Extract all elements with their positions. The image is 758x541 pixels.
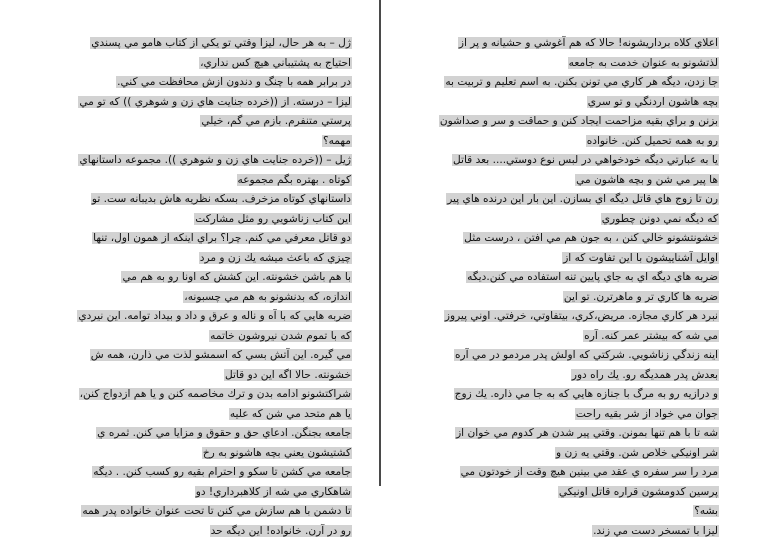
text-line bbox=[52, 249, 352, 269]
highlighted-text: ضربه هايي كه با آه و ناله و عرق و داد و بيداد توامه. اين نيردي bbox=[77, 310, 352, 322]
highlighted-text: احتياج به پشتيباني هيچ كس نداري، bbox=[199, 57, 352, 69]
highlighted-text: ها پير مي شن و بچه هاشون مي bbox=[575, 174, 719, 186]
text-line bbox=[52, 268, 352, 288]
text-line bbox=[435, 444, 719, 464]
text-line bbox=[52, 502, 352, 522]
text-line bbox=[435, 268, 719, 288]
text-line bbox=[435, 522, 719, 541]
text-line bbox=[435, 190, 719, 210]
text-line bbox=[435, 151, 719, 171]
highlighted-text: پرستي متنفرم. بازم مي گم، خيلي bbox=[200, 115, 352, 127]
text-line bbox=[52, 346, 352, 366]
text-line bbox=[52, 112, 352, 132]
text-line bbox=[435, 385, 719, 405]
text-line bbox=[435, 171, 719, 191]
text-line bbox=[435, 54, 719, 74]
highlighted-text: با هم باشن خشونته. اين كشش كه اونا رو به هم مي bbox=[121, 271, 352, 283]
text-line bbox=[52, 385, 352, 405]
left-column bbox=[52, 34, 352, 541]
text-line bbox=[435, 424, 719, 444]
highlighted-text: ضربه هاي ديگه اي به جاي پايين تنه استفاده مي كنن.ديگه bbox=[466, 271, 719, 283]
highlighted-text: خشونته. حالا اگه اين دو قاتل bbox=[224, 369, 352, 381]
column-divider bbox=[379, 0, 381, 486]
text-line bbox=[435, 463, 719, 483]
highlighted-text: جا زدن، ديگه هر كاري مي تونن بكنن. به اسم تعليم و تربيت به bbox=[444, 76, 719, 88]
text-line bbox=[52, 93, 352, 113]
highlighted-text: رو به همه تحميل كنن. خانواده bbox=[586, 135, 719, 147]
text-line bbox=[435, 210, 719, 230]
text-line bbox=[52, 151, 352, 171]
text-line bbox=[52, 288, 352, 308]
text-line bbox=[435, 73, 719, 93]
text-line bbox=[52, 463, 352, 483]
highlighted-text: ليزا – درسته. از ((خرده جنايت هاي زن و شوهري )) كه تو مي bbox=[78, 96, 352, 108]
highlighted-text: اوايل آشناييشون با اين تفاوت كه از bbox=[562, 252, 719, 264]
text-line bbox=[435, 366, 719, 386]
text-line bbox=[52, 190, 352, 210]
highlighted-text: بچه هاشون اردنگي و تو سري bbox=[587, 96, 719, 108]
text-line bbox=[435, 327, 719, 347]
highlighted-text: ليزا با تمسخر دست مي زند. bbox=[592, 525, 719, 537]
highlighted-text: مي گيره. اين آتش بسي كه اسمشو لذت مي ذارن، همه ش bbox=[90, 349, 352, 361]
highlighted-text: شراكتشونو ادامه بدن و ترك مخاصمه كنن و يا هم ازدواج كنن، bbox=[79, 388, 352, 400]
text-line bbox=[435, 93, 719, 113]
text-line bbox=[52, 54, 352, 74]
highlighted-text: ژيل – ((خرده جنايت هاي زن و شوهري )). مجموعه داستانهاي bbox=[78, 154, 352, 166]
highlighted-text: شر اونيكي خلاص شن. وقتي يه زن و bbox=[555, 447, 719, 459]
highlighted-text: مهمه؟ bbox=[322, 135, 352, 147]
text-line bbox=[435, 405, 719, 425]
text-line bbox=[52, 424, 352, 444]
text-line bbox=[52, 73, 352, 93]
text-line bbox=[52, 444, 352, 464]
highlighted-text: كوتاه . بهتره بگم مجموعه bbox=[237, 174, 352, 186]
highlighted-text: كشتيشون يعني بچه هاشونو به رخ bbox=[202, 447, 352, 459]
text-line bbox=[435, 346, 719, 366]
text-line bbox=[52, 366, 352, 386]
highlighted-text: اين كتاب زناشويي رو مثل مشاركت bbox=[194, 213, 352, 225]
text-line bbox=[435, 288, 719, 308]
text-line bbox=[435, 307, 719, 327]
highlighted-text: بشه؟ bbox=[693, 505, 719, 517]
right-column bbox=[435, 34, 719, 541]
highlighted-text: شه تا با هم تنها بمونن. وقتي پير شدن هر كدوم مي خوان از bbox=[455, 427, 719, 439]
highlighted-text: اندازه، كه بدنشونو به هم مي چسبونه، bbox=[183, 291, 352, 303]
text-line bbox=[435, 112, 719, 132]
highlighted-text: ضربه ها كاري تر و ماهرترن. تو اين bbox=[563, 291, 719, 303]
highlighted-text: جوان مي خواد از شر بقيه راحت bbox=[575, 408, 719, 420]
text-line bbox=[52, 229, 352, 249]
text-line bbox=[52, 210, 352, 230]
text-line bbox=[52, 327, 352, 347]
text-line bbox=[435, 34, 719, 54]
highlighted-text: كه ديگه نمي دونن چطوري bbox=[601, 213, 719, 225]
text-line bbox=[435, 132, 719, 152]
highlighted-text: مرد را سر سفره ي عقد مي بينين هيچ وقت از خودتون مي bbox=[460, 466, 719, 478]
highlighted-text: تا دشمن با هم سازش مي كنن تا تحت عنوان خانواده پدر همه bbox=[81, 505, 352, 517]
highlighted-text: شاهكاري مي شه از كلاهبرداري! دو bbox=[195, 486, 352, 498]
highlighted-text: و درازيه رو به مرگ با جنازه هايي كه به جا مي ذاره. يك زوج bbox=[454, 388, 719, 400]
highlighted-text: نبرد هر كاري مجازه. مريض،كري، بيتفاوتي، خرفتي. اوني پيروز bbox=[444, 310, 719, 322]
text-line bbox=[52, 483, 352, 503]
text-line bbox=[435, 502, 719, 522]
highlighted-text: دو قاتل معرفي مي كنم. چرا؟ براي اينكه از همون اول، تنها bbox=[92, 232, 352, 244]
highlighted-text: مي شه كه بيشتر عمر كنه. آره bbox=[583, 330, 719, 342]
text-line bbox=[52, 171, 352, 191]
highlighted-text: جامعه مي كشن تا سكو و احترام بقيه رو كسب كنن. . ديگه bbox=[92, 466, 352, 478]
highlighted-text: پرسين كدومشون قراره قاتل اونيكي bbox=[558, 486, 719, 498]
highlighted-text: بزنن و براي بقيه مزاحمت ايجاد كنن و حماقت و سر و صداشون bbox=[439, 115, 719, 127]
text-line bbox=[52, 307, 352, 327]
text-line bbox=[52, 34, 352, 54]
highlighted-text: كه با تموم شدن نيروشون خاتمه bbox=[209, 330, 352, 342]
highlighted-text: بعدش پدر همديگه رو. يك راه دور bbox=[571, 369, 719, 381]
highlighted-text: چيزي كه باعث ميشه يك زن و مرد bbox=[199, 252, 352, 264]
highlighted-text: اينه زندگي زناشويي. شركتي كه اولش پدر مردمو در مي آره bbox=[454, 349, 719, 361]
highlighted-text: رن تا زوج هاي قاتل ديگه اي بسازن. اين بار اين درنده هاي پير bbox=[446, 193, 719, 205]
highlighted-text: يا به عبارتي ديگه خودخواهي در لبس نوع دوستي.... بعد قاتل bbox=[452, 154, 719, 166]
text-line bbox=[435, 249, 719, 269]
text-line bbox=[52, 132, 352, 152]
highlighted-text: ژل – به هر حال، ليزا وقتي تو يكي از كتاب هامو مي پسندي bbox=[90, 37, 352, 49]
highlighted-text: در برابر همه با چنگ و دندون ازش محافظت مي كني. bbox=[116, 76, 352, 88]
highlighted-text: داستانهاي كوتاه مزخرف. بسكه نظريه هاش بديبانه ست. تو bbox=[91, 193, 352, 205]
highlighted-text: اعلاي كلاه برداريشونه! حالا كه هم آغوشي و حشيانه و پر از bbox=[458, 37, 719, 49]
text-line bbox=[52, 522, 352, 541]
highlighted-text: يا هم متحد مي شن كه عليه bbox=[229, 408, 352, 420]
highlighted-text: رو در آرن. خانواده! اين ديگه حد bbox=[210, 525, 352, 537]
highlighted-text: خشونتشونو خالي كنن ، به جون هم مي افتن ، درست مثل bbox=[463, 232, 719, 244]
text-line bbox=[435, 483, 719, 503]
highlighted-text: لذتشونو به عنوان خدمت به جامعه bbox=[568, 57, 719, 69]
text-line bbox=[435, 229, 719, 249]
text-line bbox=[52, 405, 352, 425]
highlighted-text: جامعه بجنگن. ادعاي حق و حقوق و مزايا مي كنن. ثمره ي bbox=[96, 427, 352, 439]
